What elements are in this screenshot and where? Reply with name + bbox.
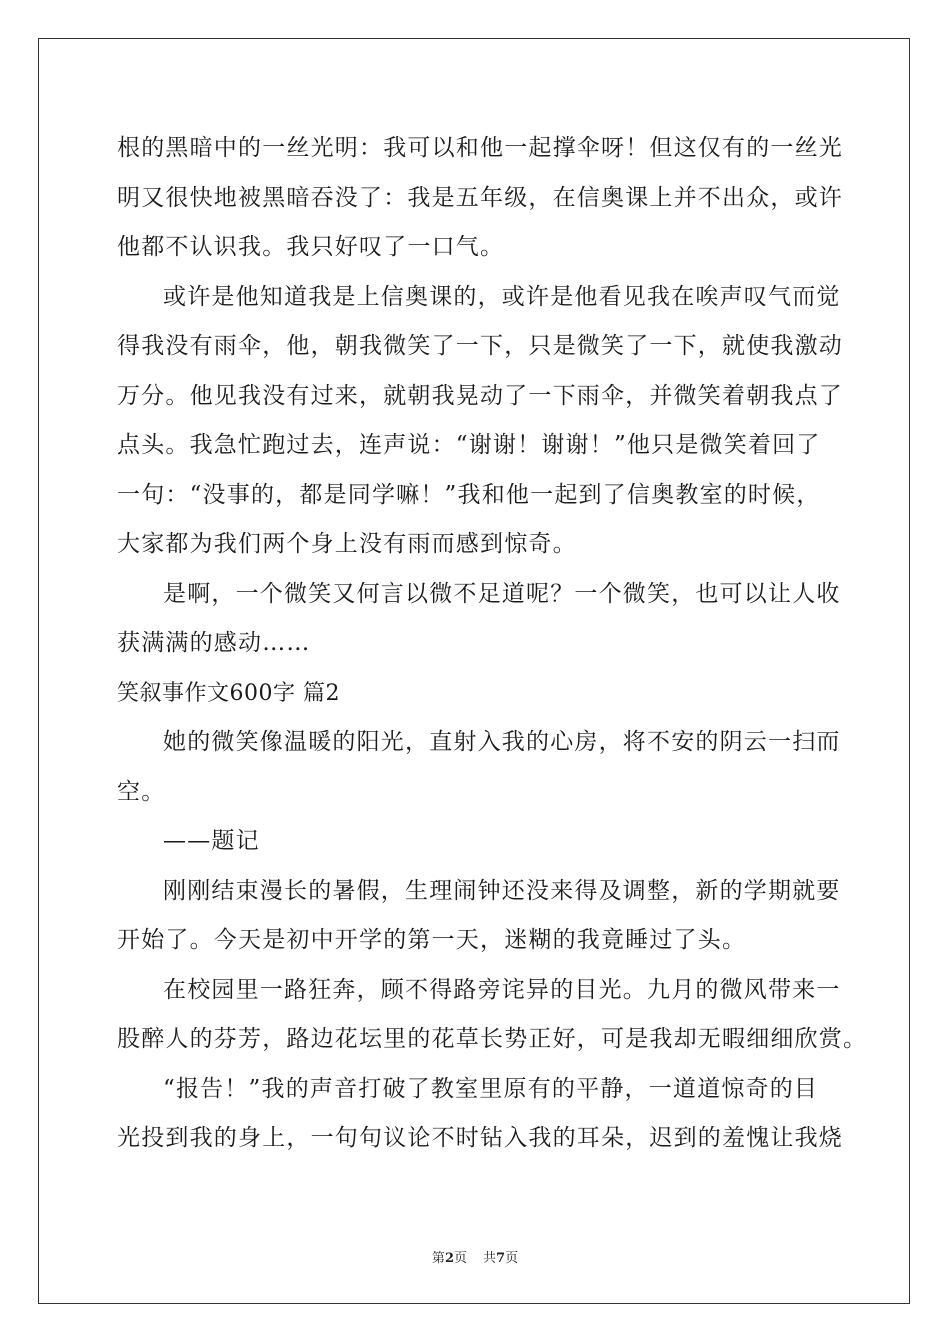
text-line: 光投到我的身上，一句句议论不时钻入我的耳朵，迟到的羞愧让我烧 bbox=[117, 1125, 843, 1151]
text-line: 他都不认识我。我只好叹了一口气。 bbox=[117, 234, 505, 260]
text-line: 根的黑暗中的一丝光明：我可以和他一起撑伞呀！但这仅有的一丝光 bbox=[117, 135, 843, 161]
paragraph-start-line: 或许是他知道我是上信奥课的，或许是他看见我在唉声叹气而觉 bbox=[163, 283, 841, 310]
total-prefix: 共 bbox=[483, 1251, 497, 1266]
document-body bbox=[117, 124, 868, 1164]
text-line: 开始了。今天是初中开学的第一天，迷糊的我竟睡过了头。 bbox=[117, 927, 747, 953]
page-prefix: 第 bbox=[431, 1251, 445, 1266]
page-suffix: 页 bbox=[453, 1251, 467, 1266]
total-pages: 7 bbox=[496, 1251, 506, 1266]
text-line: 获满满的感动…… bbox=[117, 630, 311, 656]
paragraph-start-line: 在校园里一路狂奔，顾不得路旁诧异的目光。九月的微风带来一 bbox=[163, 976, 841, 1003]
text-line: 大家都为我们两个身上没有雨而感到惊奇。 bbox=[117, 531, 577, 557]
paragraph-start-line: 刚刚结束漫长的暑假，生理闹钟还没来得及调整，新的学期就要 bbox=[163, 877, 841, 904]
section-heading: 笑叙事作文600字 篇2 bbox=[117, 680, 340, 706]
text-line: 万分。他见我没有过来，就朝我晃动了一下雨伞，并微笑着朝我点了 bbox=[117, 382, 843, 409]
paragraph-start-line: 她的微笑像温暖的阳光，直射入我的心房，将不安的阴云一扫而 bbox=[163, 729, 841, 755]
text-line: 股醉人的芬芳，路边花坛里的花草长势正好，可是我却无暇细细欣赏。 bbox=[117, 1026, 868, 1052]
paragraph-start-line: “报告！”我的声音打破了教室里原有的平静，一道道惊奇的目 bbox=[163, 1075, 819, 1102]
text-line: 点头。我急忙跑过去，连声说：“谢谢！谢谢！”他只是微笑着回了 bbox=[117, 432, 821, 458]
paragraph-start-line: 是啊，一个微笑又何言以微不足道呢？一个微笑，也可以让人收 bbox=[163, 580, 841, 607]
text-line: 一句：“没事的，都是同学嘛！”我和他一起到了信奥教室的时候， bbox=[117, 481, 821, 508]
epigraph-attribution: ——题记 bbox=[163, 828, 260, 854]
page-footer bbox=[0, 1247, 950, 1266]
page-number: 2 bbox=[444, 1251, 454, 1266]
total-suffix: 页 bbox=[505, 1251, 519, 1266]
text-line: 明又很快地被黑暗吞没了：我是五年级，在信奥课上并不出众，或许 bbox=[117, 184, 843, 211]
text-line: 空。 bbox=[117, 778, 166, 805]
text-line: 得我没有雨伞，他，朝我微笑了一下，只是微笑了一下，就使我激动 bbox=[117, 333, 843, 359]
